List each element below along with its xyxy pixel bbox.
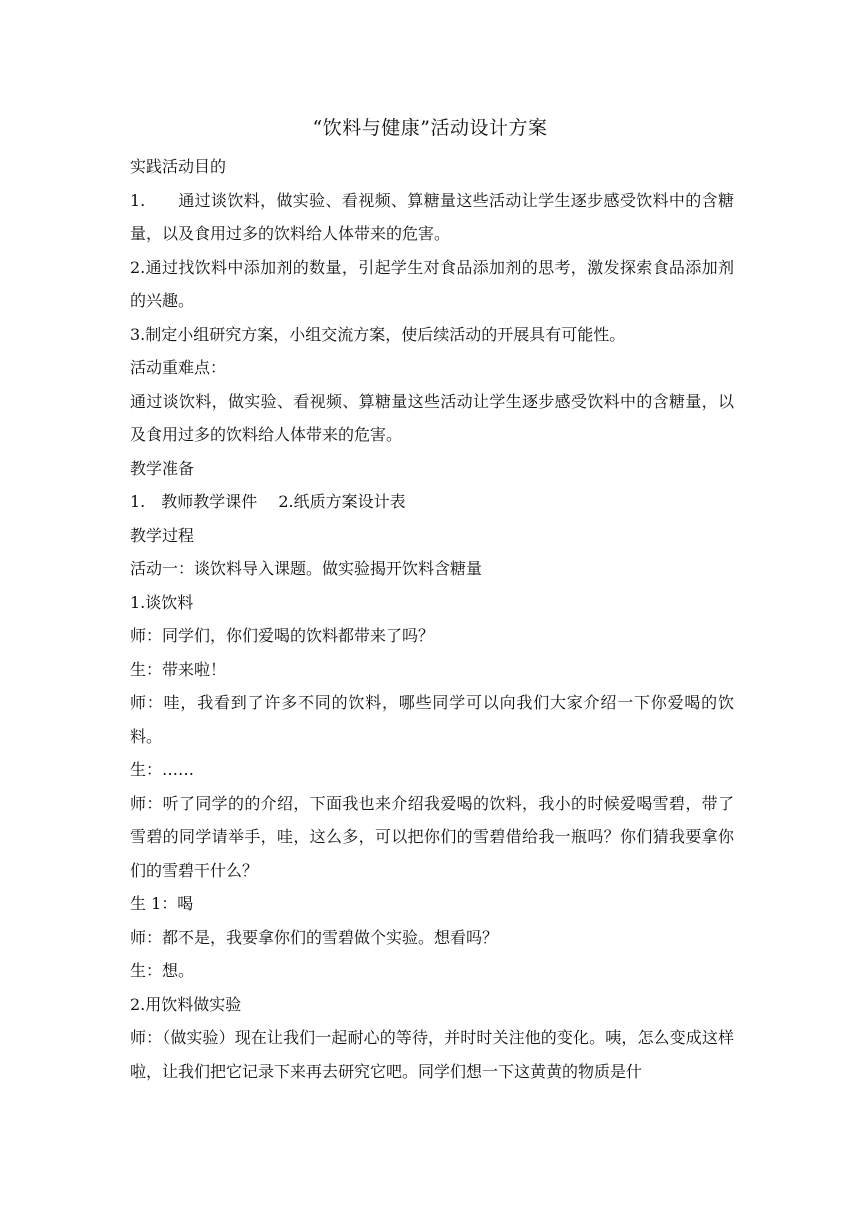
dialogue-line: 生：……	[130, 760, 195, 779]
goal-item-3: 3.制定小组研究方案，小组交流方案，使后续活动的开展具有可能性。	[130, 324, 626, 344]
dialogue-line: 师：同学们，你们爱喝的饮料都带来了吗？	[130, 626, 435, 645]
dialogue-line: 师：哇，我看到了许多不同的饮料，哪些同学可以向我们大家介绍一下你爱喝的饮料。	[130, 693, 734, 746]
document-body	[130, 150, 734, 1088]
dialogue-line: 生：想。	[130, 961, 195, 980]
document-title: “饮料与健康”活动设计方案	[312, 117, 548, 139]
step-2-heading: 2.用饮料做实验	[130, 994, 242, 1014]
dialogue-line: 师：听了同学的的介绍，下面我也来介绍我爱喝的饮料，我小的时候爱喝雪碧，带了雪碧的同学请举手，哇，这么多，可以把你们的雪碧借给我一瓶吗？你们猜我要拿你们的雪碧干什么？	[130, 793, 734, 880]
heading-key-points: 活动重难点：	[130, 358, 227, 377]
goal-item-2: 2.通过找饮料中添加剂的数量，引起学生对食品添加剂的思考，激发探索食品添加剂的兴趣。	[130, 257, 734, 310]
key-points-text: 通过谈饮料，做实验、看视频、算糖量这些活动让学生逐步感受饮料中的含糖量，以及食用过多的饮料给人体带来的危害。	[130, 391, 734, 444]
dialogue-line: 生：带来啦！	[130, 659, 227, 679]
heading-teaching-process: 教学过程	[130, 525, 195, 545]
dialogue-line: 生 1：喝	[130, 894, 194, 913]
activity-one-heading: 活动一：谈饮料导入课题。做实验揭开饮料含糖量	[130, 559, 483, 578]
goal-item-1: 1. 通过谈饮料，做实验、看视频、算糖量这些活动让学生逐步感受饮料中的含糖量，以及食用过多的饮料给人体带来的危害。	[130, 190, 734, 243]
preparation-items: 1. 教师教学课件 2.纸质方案设计表	[130, 492, 406, 511]
heading-activity-goal: 实践活动目的	[130, 157, 227, 176]
step-1-heading: 1.谈饮料	[130, 592, 194, 612]
heading-preparation: 教学准备	[130, 458, 195, 478]
dialogue-line: 师：（做实验）现在让我们一起耐心的等待，并时时关注他的变化。咦，怎么变成这样啦，让我们把它记录下来再去研究它吧。同学们想一下这黄黄的物质是什	[130, 1028, 734, 1081]
dialogue-line: 师：都不是，我要拿你们的雪碧做个实验。想看吗？	[130, 927, 499, 947]
